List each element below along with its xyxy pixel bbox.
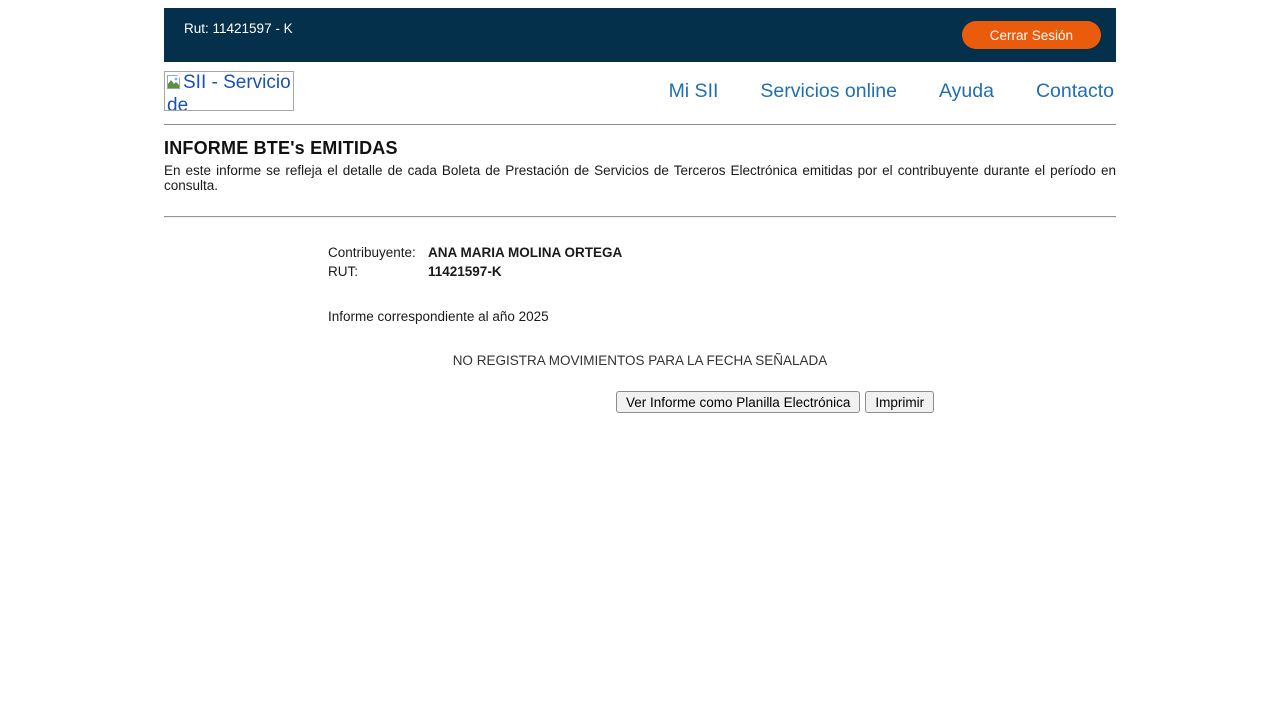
- report-period-text: Informe correspondiente al año 2025: [328, 309, 549, 324]
- taxpayer-label: Contribuyente:: [328, 245, 416, 260]
- sii-logo[interactable]: [164, 71, 294, 111]
- nav-item-ayuda[interactable]: Ayuda: [938, 79, 994, 102]
- main-navigation: [669, 80, 1116, 103]
- logout-button[interactable]: Cerrar Sesión: [962, 21, 1101, 49]
- rut-row: [328, 262, 1116, 281]
- page-title: INFORME BTE's EMITIDAS: [164, 138, 398, 158]
- rut-value: 11421597-K: [428, 264, 502, 279]
- nav-item-contacto[interactable]: Contacto: [1035, 79, 1114, 102]
- site-header: [164, 62, 1116, 125]
- page-description: En este informe se refleja el detalle de cada Boleta de Prestación de Servicios de Terceros Electrónica emitidas por el contribuyente durante el período en consulta.: [164, 163, 1116, 193]
- view-spreadsheet-button[interactable]: Ver Informe como Planilla Electrónica: [616, 391, 860, 413]
- taxpayer-value: ANA MARIA MOLINA ORTEGA: [428, 245, 623, 260]
- session-topbar: [164, 8, 1116, 62]
- taxpayer-row: [328, 243, 1116, 262]
- taxpayer-info-block: [328, 243, 1116, 281]
- report-actions: [616, 391, 1116, 413]
- session-rut-text: Rut: 11421597 - K: [184, 21, 293, 36]
- print-button[interactable]: Imprimir: [865, 391, 934, 413]
- nav-item-mi-sii[interactable]: Mi SII: [668, 79, 719, 102]
- broken-image-icon: [167, 74, 182, 95]
- logo-alt-text: SII - Servicio de: [167, 72, 291, 111]
- section-divider: [164, 216, 1116, 218]
- no-movements-message: NO REGISTRA MOVIMIENTOS PARA LA FECHA SEÑALADA: [452, 353, 828, 368]
- page-container: [164, 8, 1116, 413]
- rut-label: RUT:: [328, 264, 358, 279]
- nav-item-servicios-online[interactable]: Servicios online: [760, 79, 897, 102]
